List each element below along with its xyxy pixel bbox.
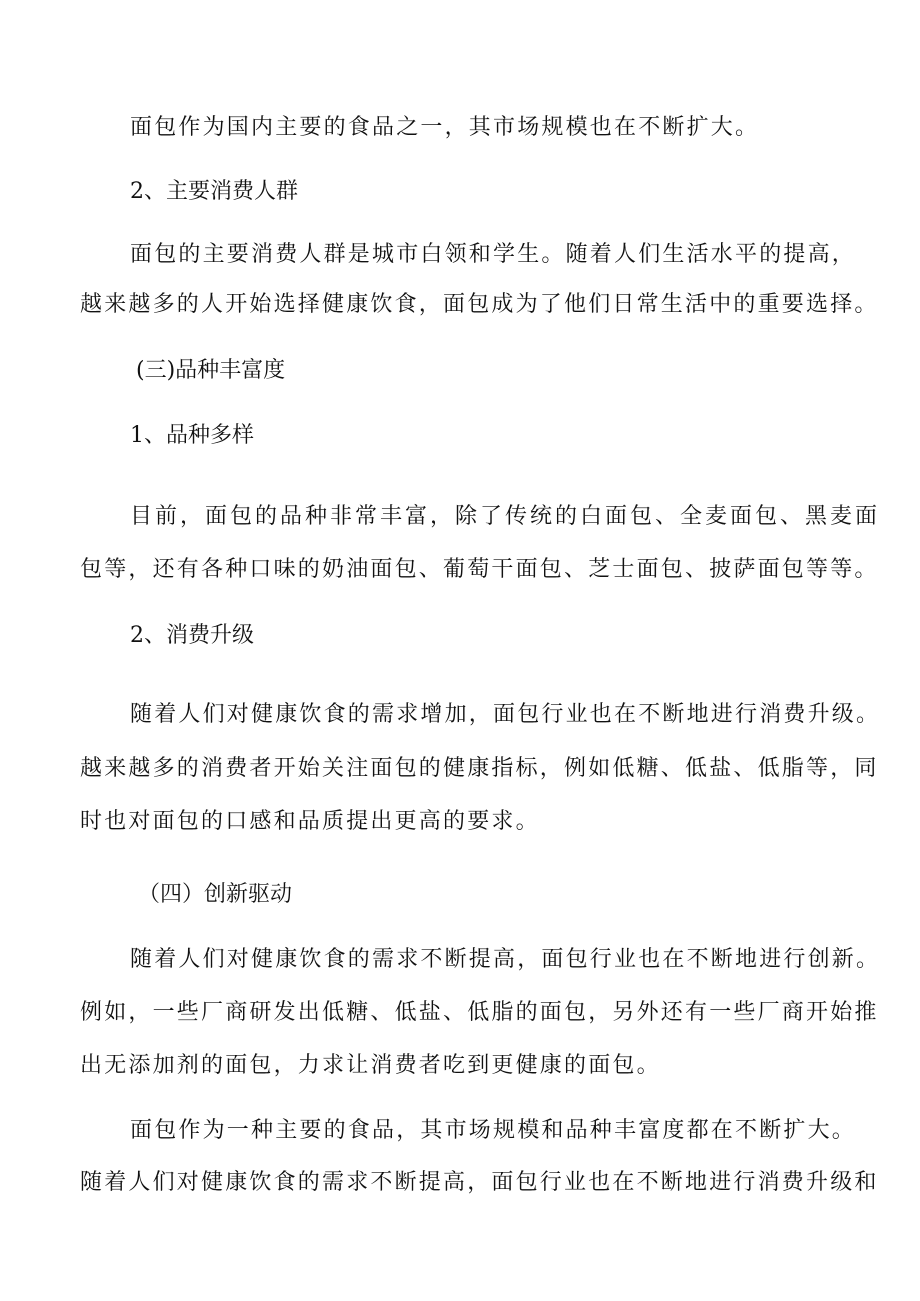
heading-consumption-upgrade: 2、消费升级 <box>130 623 254 648</box>
heading-product-diversity: 1、品种多样 <box>130 423 254 448</box>
paragraph-summary-line-2: 随着人们对健康饮食的需求不断提高，面包行业也在不断地进行消费升级和 <box>80 1170 879 1195</box>
heading-main-consumers: 2、主要消费人群 <box>130 179 298 204</box>
paragraph-variety-line-2: 包等，还有各种口味的奶油面包、葡萄干面包、芝士面包、披萨面包等等。 <box>80 557 879 582</box>
paragraph-upgrade-line-1: 随着人们对健康饮食的需求增加，面包行业也在不断地进行消费升级。 <box>130 702 881 727</box>
paragraph-market-size-line-1: 面包作为国内主要的食品之一，其市场规模也在不断扩大。 <box>130 115 760 140</box>
heading-innovation-driven: （四）创新驱动 <box>138 882 293 907</box>
paragraph-upgrade-line-3: 时也对面包的口感和品质提出更高的要求。 <box>80 809 540 834</box>
heading-variety-richness: (三)品种丰富度 <box>136 358 286 383</box>
paragraph-variety-line-1: 目前，面包的品种非常丰富，除了传统的白面包、全麦面包、黑麦面 <box>130 504 881 529</box>
paragraph-summary-line-1: 面包作为一种主要的食品，其市场规模和品种丰富度都在不断扩大。 <box>130 1118 857 1143</box>
paragraph-innovation-line-2: 例如，一些厂商研发出低糖、低盐、低脂的面包，另外还有一些厂商开始推 <box>80 1000 879 1025</box>
paragraph-innovation-line-1: 随着人们对健康饮食的需求不断提高，面包行业也在不断地进行创新。 <box>130 947 881 972</box>
paragraph-upgrade-line-2: 越来越多的消费者开始关注面包的健康指标，例如低糖、低盐、低脂等，同 <box>80 756 879 781</box>
paragraph-consumers-line-1: 面包的主要消费人群是城市白领和学生。随着人们生活水平的提高， <box>130 242 857 267</box>
paragraph-consumers-line-2: 越来越多的人开始选择健康饮食，面包成为了他们日常生活中的重要选择。 <box>80 292 879 317</box>
paragraph-innovation-line-3: 出无添加剂的面包，力求让消费者吃到更健康的面包。 <box>80 1053 661 1078</box>
